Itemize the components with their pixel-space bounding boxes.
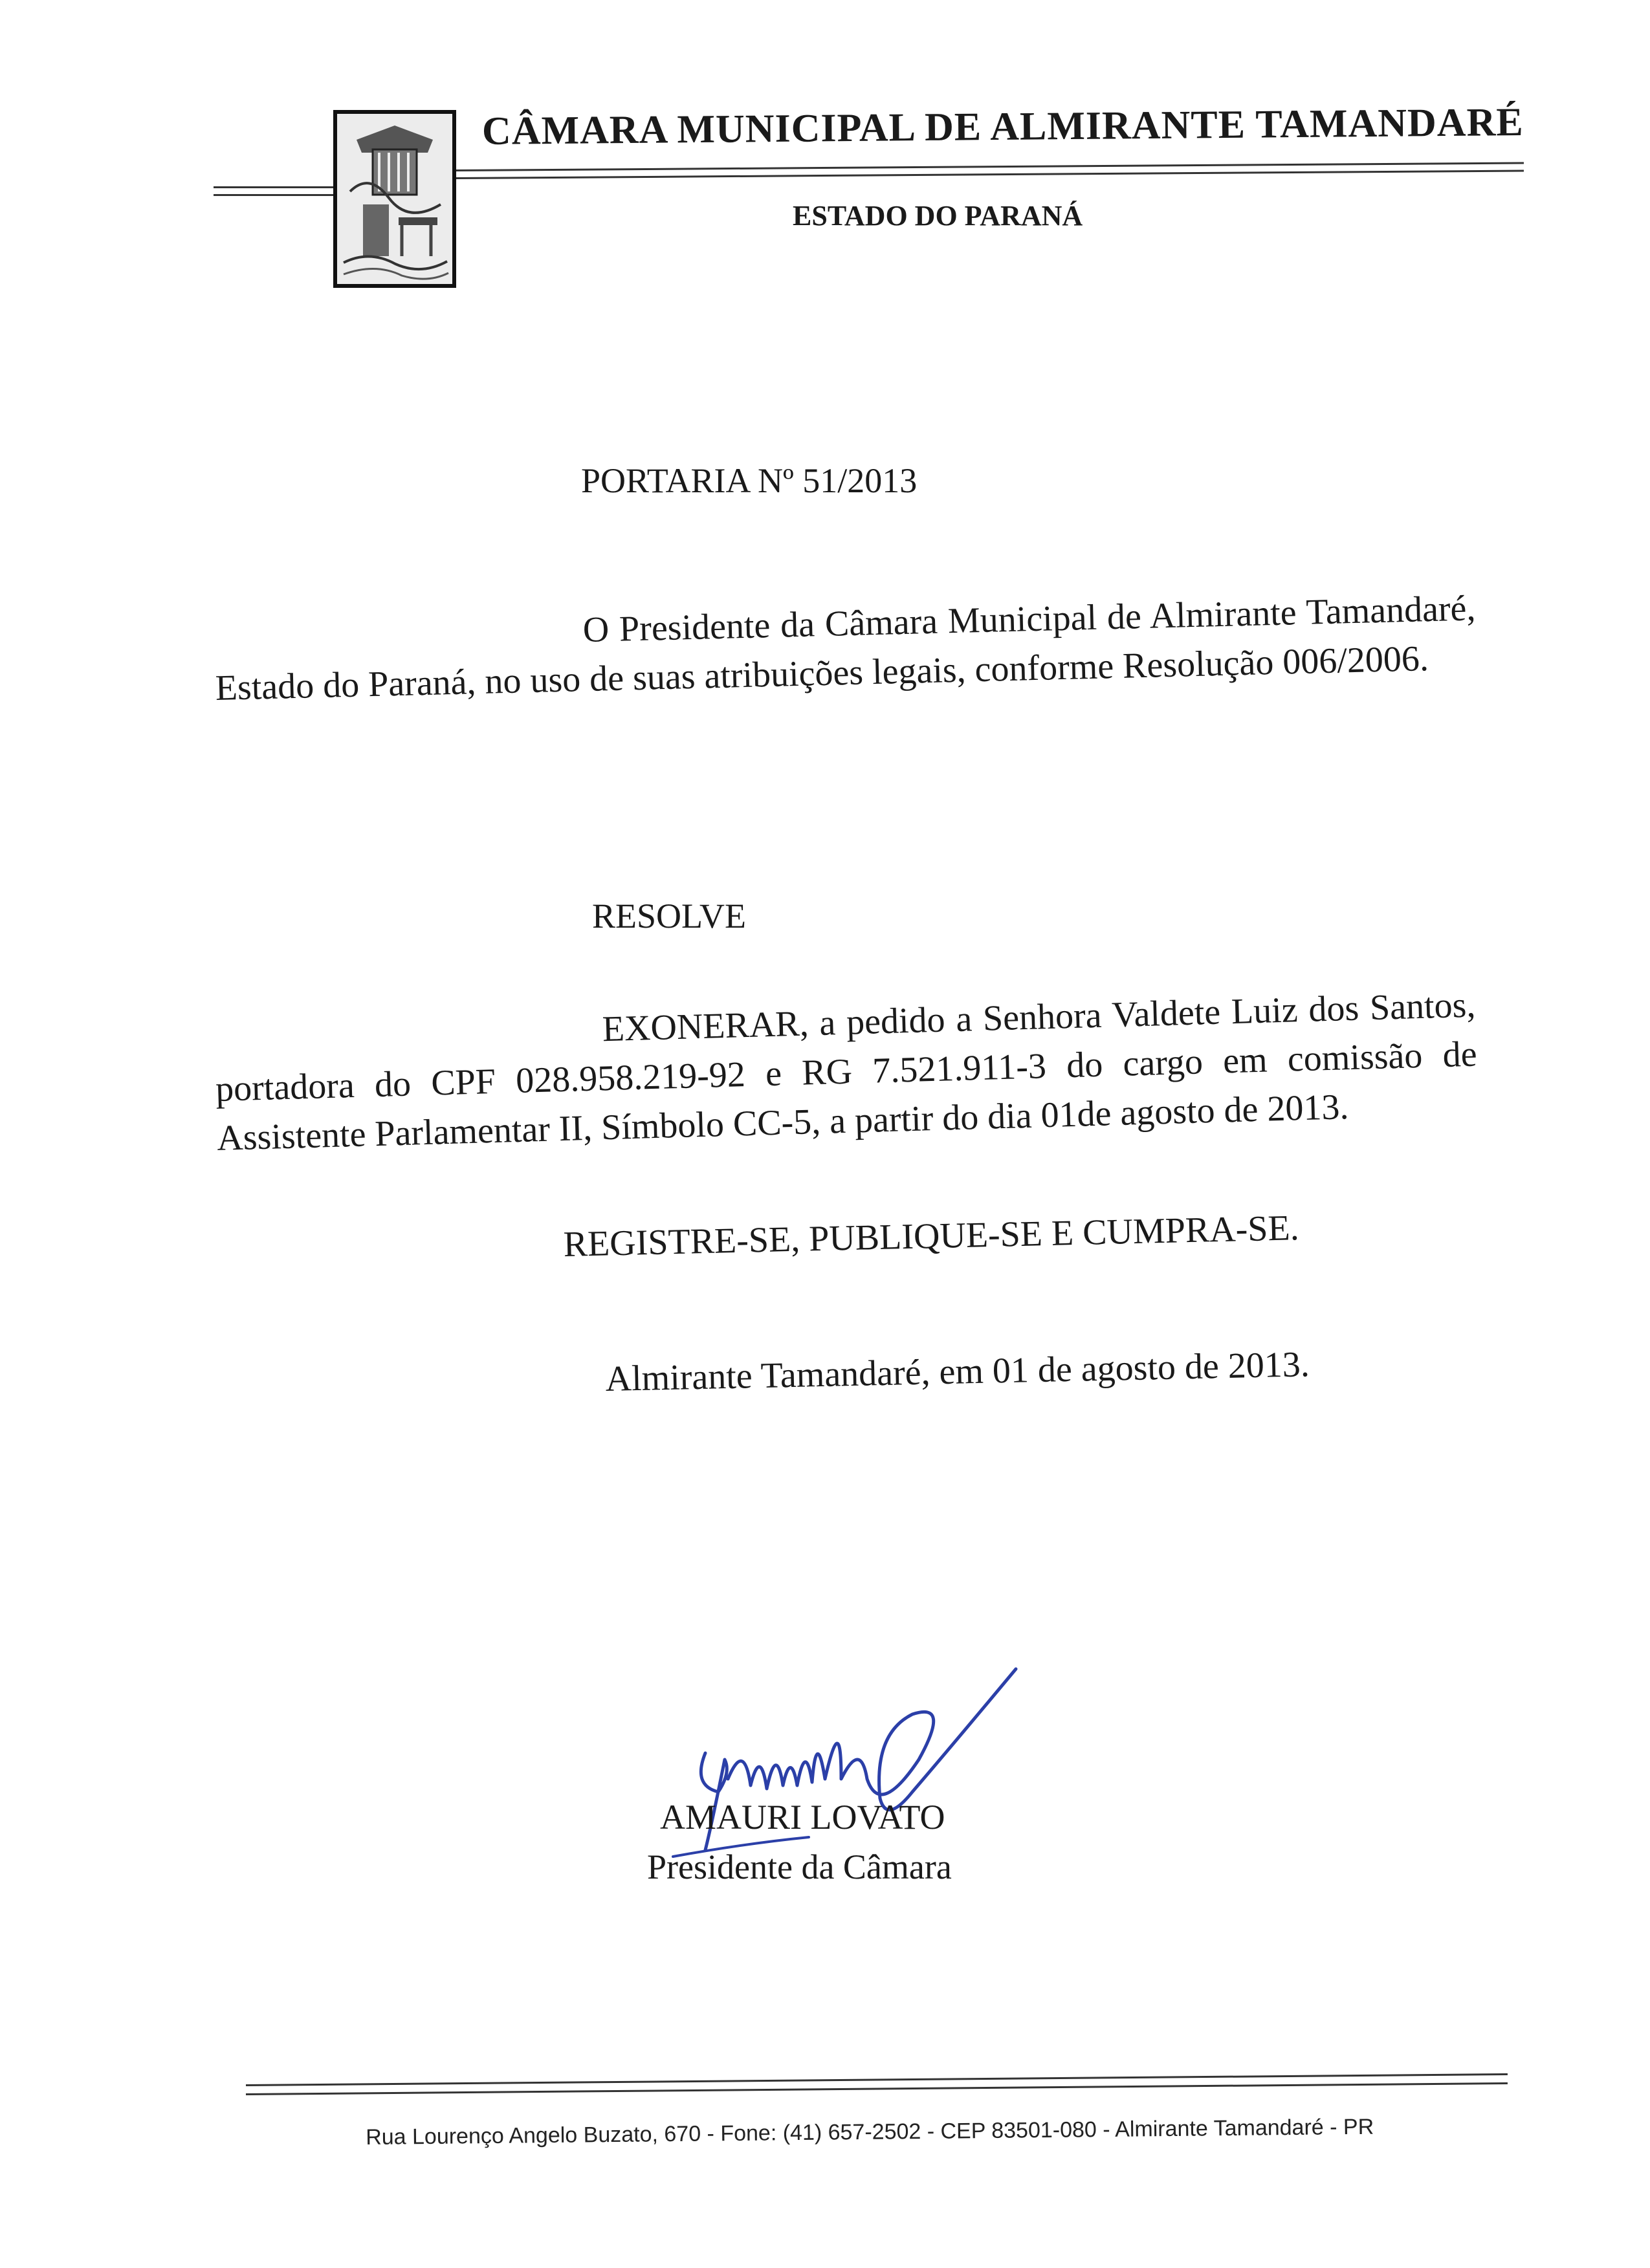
ordinance-title: PORTARIA Nº 51/2013 <box>581 461 918 500</box>
header-rule-left-2 <box>214 194 333 196</box>
header-rule-right <box>456 162 1524 171</box>
resolve-heading: RESOLVE <box>592 897 747 935</box>
footer-address: Rua Lourenço Angelo Buzato, 670 - Fone: (41) 657-2502 - CEP 83501-080 - Almirante Tamandaré - PR <box>366 2114 1374 2150</box>
institution-name: CÂMARA MUNICIPAL DE ALMIRANTE TAMANDARÉ <box>481 100 1524 153</box>
state-name: ESTADO DO PARANÁ <box>793 200 1083 232</box>
date-line: Almirante Tamandaré, em 01 de agosto de 2013. <box>605 1344 1310 1399</box>
signatory-name: AMAURI LOVATO <box>660 1798 945 1837</box>
decision-paragraph: EXONERAR, a pedido a Senhora Valdete Luiz dos Santos, portadora do CPF 028.958.219-92 e RG 7.521.911-3 do cargo em comissão de Assistente Parlamentar II, Símbolo CC-5, a partir do dia 01de agosto de 2013. <box>215 985 1478 1159</box>
header-rule-left <box>214 186 333 188</box>
municipal-crest-icon <box>333 110 456 288</box>
preamble-paragraph: O Presidente da Câmara Municipal de Almirante Tamandaré, Estado do Paraná, no uso de suas atribuições legais, conforme Resolução 006/2006. <box>215 588 1477 708</box>
header-rule-right-2 <box>456 169 1524 179</box>
signatory-role: Presidente da Câmara <box>647 1848 952 1886</box>
closing-formula: REGISTRE-SE, PUBLIQUE-SE E CUMPRA-SE. <box>563 1208 1300 1265</box>
